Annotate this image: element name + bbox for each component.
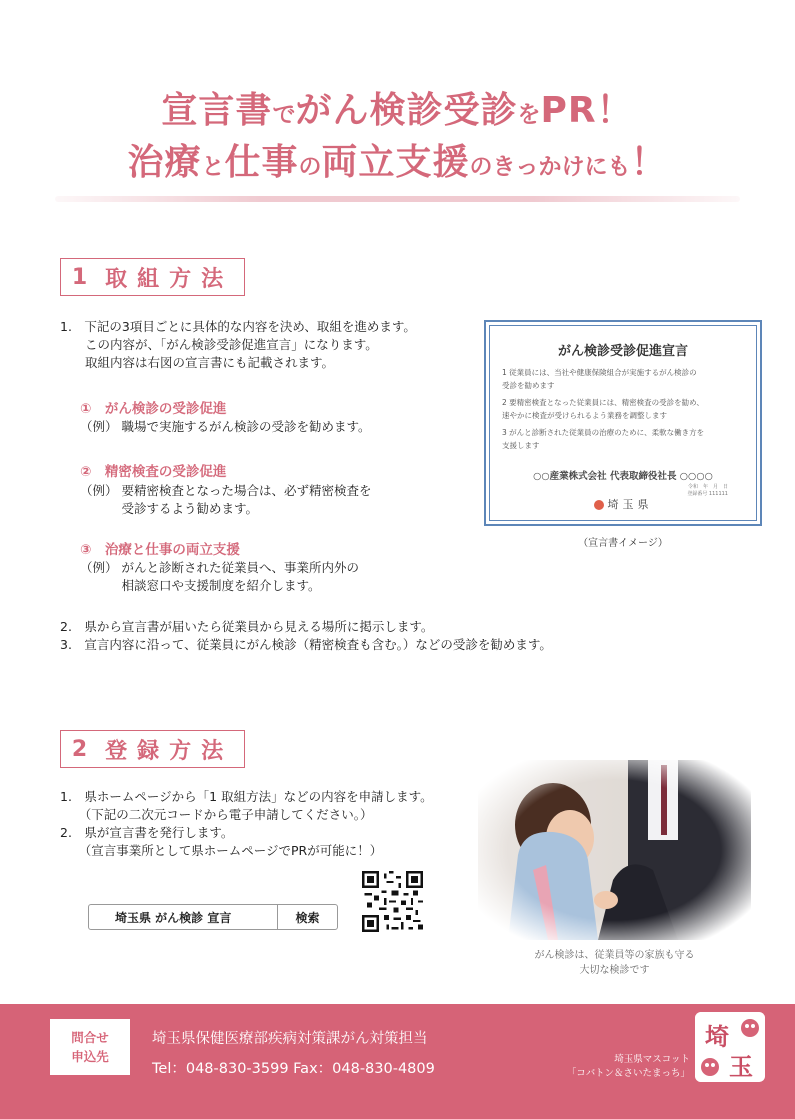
item-3-title: ③ 治療と仕事の両立支援: [80, 542, 240, 558]
example-line: （例） 要精密検査となった場合は、必ず精密検査を: [80, 483, 372, 498]
title-segment: 仕事: [224, 142, 299, 183]
certificate-item: 1 従業員には、当社や健康保険組合が実施するがん検診の: [502, 368, 697, 377]
caption-line: がん検診は、従業員等の家族も守る: [534, 950, 695, 961]
step-line: 3. 宣言内容に沿って、従業員にがん検診（精密検査も含む。）などの受診を勧めます。: [60, 637, 552, 652]
section-1-intro: [60, 318, 416, 372]
step-line: 2. 県から宣言書が届いたら従業員から見える場所に掲示します。: [60, 619, 434, 634]
search-box[interactable]: [88, 904, 338, 930]
intro-line: この内容が、「がん検診受診促進宣言」になります。: [60, 337, 378, 352]
certificate-caption: （宣言書イメージ）: [578, 538, 668, 549]
title-segment: の: [298, 154, 322, 180]
contact-organization: 埼玉県保健医療部疾病対策課がん対策担当: [152, 1031, 428, 1047]
search-button[interactable]: 検索: [277, 905, 337, 929]
title-segment: がん検診受診: [295, 90, 518, 131]
register-line: 1. 県ホームページから「1 取組方法」などの内容を申請します。: [60, 789, 433, 804]
contact-label-line: 申込先: [71, 1049, 109, 1064]
qr-code-icon[interactable]: [362, 871, 423, 932]
contact-phone: Tel：048-830-3599 Fax：048-830-4809: [152, 1061, 435, 1077]
title-segment: ！: [630, 142, 668, 183]
certificate-item: 2 要精密検査となった従業員には、精密検査の受診を勧め、: [502, 398, 704, 407]
item-2-title: ② 精密検査の受診促進: [80, 464, 227, 480]
caption-line: 大切な検診です: [579, 965, 650, 976]
title-line-2: [0, 134, 795, 186]
example-line: 受診するよう勧めます。: [80, 501, 258, 516]
section-1-steps: [60, 618, 552, 654]
certificate-regno: 登録番号 111111: [687, 491, 728, 497]
intro-line: 取組内容は右図の宣言書にも記載されます。: [60, 355, 335, 370]
item-1-title: ① がん検診の受診促進: [80, 401, 227, 417]
title-segment: 宣言書: [161, 90, 273, 131]
prefecture-emblem-icon: [594, 500, 604, 510]
mascot-char: 玉: [729, 1052, 753, 1081]
certificate-prefecture: [490, 496, 756, 512]
mascot-caption-line: 埼玉県マスコット: [614, 1054, 690, 1065]
example-line: （例） がんと診断された従業員へ、事業所内外の: [80, 560, 359, 575]
contact-label: [50, 1019, 130, 1075]
certificate-item: 3 がんと診断された従業員の治療のために、柔軟な働き方を: [502, 428, 705, 437]
page-title: [0, 82, 795, 186]
certificate-item: 受診を勧めます: [502, 381, 555, 390]
section-2-lines: [60, 788, 433, 860]
example-line: 相談窓口や支援制度を紹介します。: [80, 578, 321, 593]
item-1-example: [80, 418, 370, 436]
title-divider: [55, 196, 740, 202]
search-query[interactable]: 埼玉県 がん検診 宣言: [115, 910, 232, 925]
certificate-image: [484, 320, 762, 526]
mascot-caption-line: 「コバトン＆さいたまっち」: [566, 1068, 690, 1079]
contact-label-line: 問合せ: [71, 1030, 109, 1045]
mascot-caption: [565, 1053, 690, 1081]
mascot-char: 埼: [705, 1022, 729, 1051]
item-2-example: [80, 482, 371, 518]
title-segment: PR！: [540, 90, 634, 131]
certificate-title: がん検診受診促進宣言: [557, 344, 688, 359]
title-segment: のきっかけにも: [469, 154, 631, 180]
section-title: 登録方法: [105, 738, 234, 764]
prefecture-name: 埼玉県: [607, 498, 653, 511]
certificate-date: 令和 年 月 日: [687, 484, 728, 490]
certificate-company: ○○産業株式会社 代表取締役社長 ○○○○: [533, 471, 713, 482]
title-segment: を: [517, 102, 541, 128]
example-line: （例） 職場で実施するがん検診の受診を勧めます。: [80, 419, 371, 434]
section-2-heading: [60, 730, 245, 768]
title-segment: と: [201, 154, 225, 180]
family-photo: [478, 760, 751, 940]
item-3-example: [80, 559, 359, 595]
title-line-1: [0, 82, 795, 134]
photo-caption: [478, 948, 751, 978]
mascot-logo-icon: [695, 1012, 765, 1082]
title-segment: 両立支援: [321, 142, 470, 183]
title-segment: 治療: [127, 142, 202, 183]
register-line: （宣言事業所として県ホームページでPRが可能に！）: [60, 843, 383, 858]
register-line: （下記の二次元コードから電子申請してください。）: [60, 807, 373, 822]
certificate-item: 支援します: [502, 441, 540, 450]
title-segment: で: [272, 102, 296, 128]
section-title: 取組方法: [105, 266, 234, 292]
certificate-item: 速やかに検査が受けられるよう業務を調整します: [502, 411, 667, 420]
section-1-heading: [60, 258, 245, 296]
register-line: 2. 県が宣言書を発行します。: [60, 825, 234, 840]
section-number: 2: [71, 736, 98, 762]
section-number: 1: [71, 264, 98, 290]
intro-line: 1. 下記の3項目ごとに具体的な内容を決め、取組を進めます。: [60, 319, 416, 334]
